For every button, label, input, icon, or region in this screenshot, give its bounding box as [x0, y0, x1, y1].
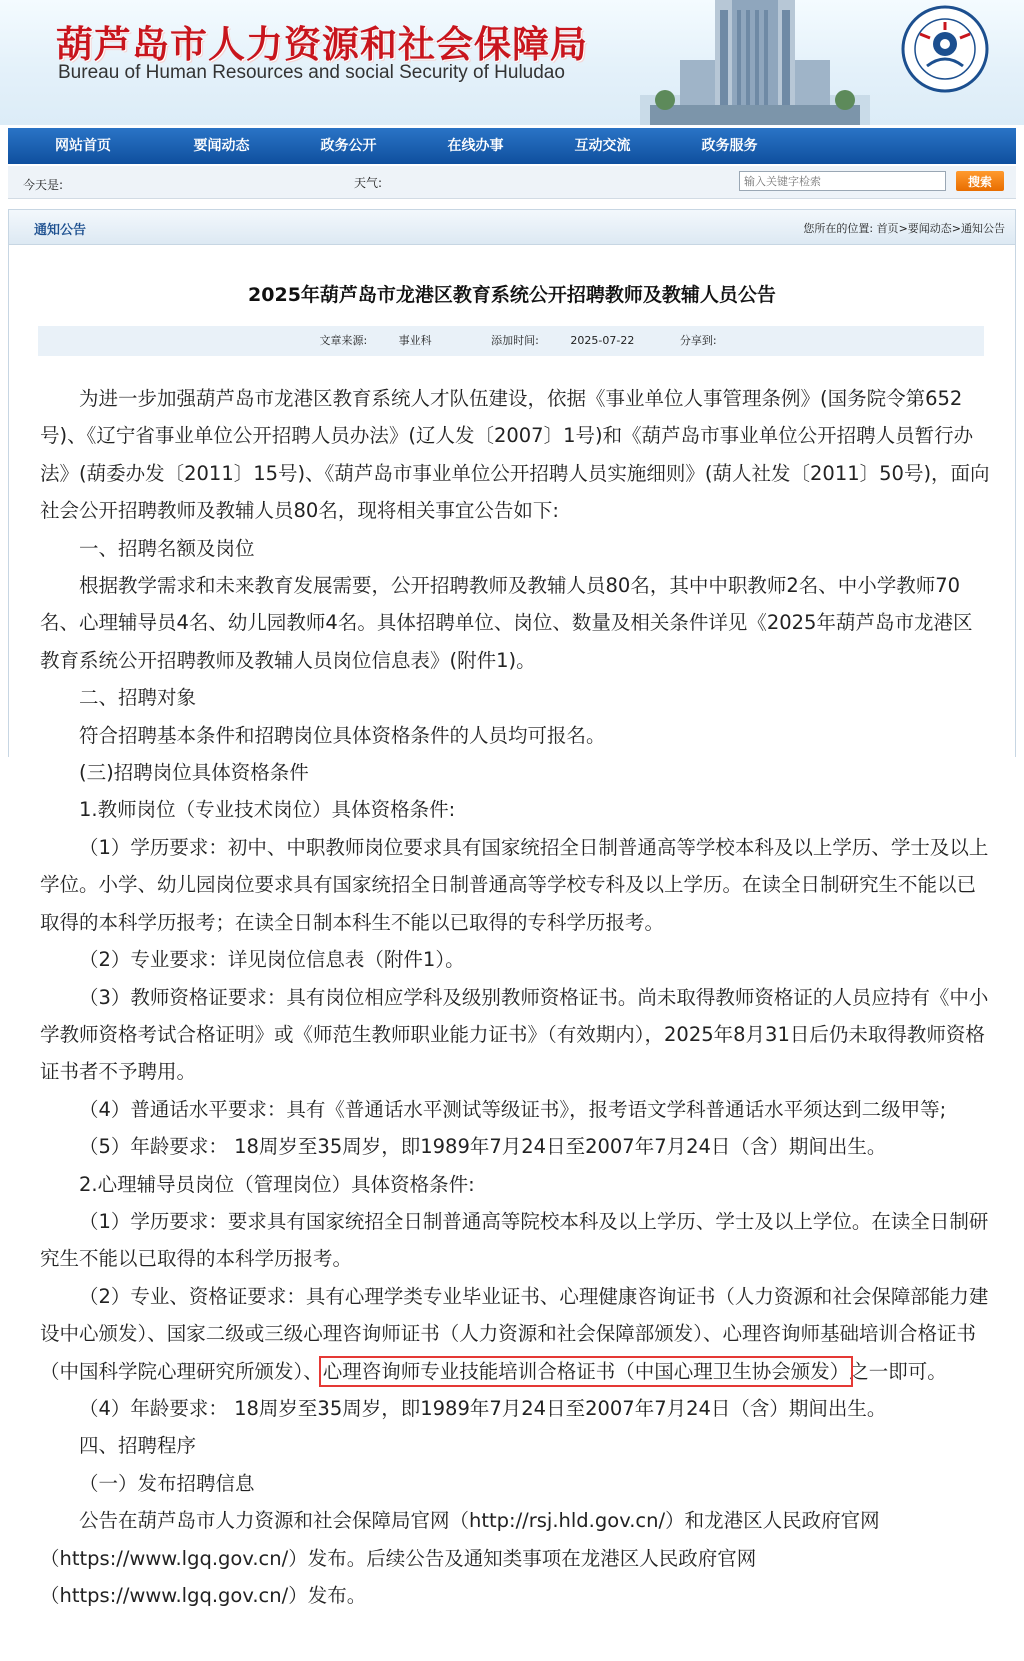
site-subtitle: Bureau of Human Resources and social Security of Huludao — [58, 62, 565, 83]
breadcrumb-sep: > — [898, 222, 908, 235]
date-meta — [477, 334, 648, 347]
paragraph: （4）普通话水平要求：具有《普通话水平测试等级证书》，报考语文学科普通话水平须达到二级甲等; — [79, 1097, 947, 1121]
subsection-heading: （一）发布招聘信息 — [79, 1471, 255, 1495]
breadcrumb-home[interactable]: 首页 — [876, 222, 899, 235]
certificates-tail: 之一即可。 — [849, 1359, 947, 1383]
toolbar — [8, 166, 1016, 199]
subsection-heading: 2.心理辅导员岗位（管理岗位）具体资格条件: — [79, 1172, 475, 1196]
site-title: 葫芦岛市人力资源和社会保障局 — [56, 23, 588, 66]
nav-item-gov-services[interactable]: 政务服务 — [701, 138, 758, 154]
paragraph-publish: 公告在葫芦岛市人力资源和社会保障局官网（http://rsj.hld.gov.cn/）和龙港区人民政府官网（https://www.lgq.gov.cn/）发布。后续公告及通知类事项在龙港区人民政府官网（https://www.lgq.gov.cn/）发布。 — [40, 1509, 880, 1607]
section-header — [9, 210, 1015, 245]
weather-label: 天气: — [354, 176, 383, 190]
article-body — [40, 380, 990, 1614]
breadcrumb-label: 您所在的位置: — [803, 222, 874, 235]
article-meta — [38, 326, 984, 356]
breadcrumb-news[interactable]: 要闻动态 — [907, 222, 952, 235]
source-meta — [305, 334, 445, 347]
nav-item-online-services[interactable]: 在线办事 — [447, 138, 504, 154]
date-label: 添加时间: — [491, 334, 539, 347]
breadcrumb — [803, 220, 1005, 236]
today-label: 今天是: — [23, 178, 64, 192]
paragraph: 符合招聘基本条件和招聘岗位具体资格条件的人员均可报名。 — [79, 723, 606, 747]
main-nav — [8, 128, 1016, 164]
paragraph: （3）教师资格证要求：具有岗位相应学科及级别教师资格证书。尚未取得教师资格证的人员应持有《中小学教师资格考试合格证明》或《师范生教师职业能力证书》（有效期内），2025年8月31日后仍未取得教师资格证书者不予聘用。 — [40, 985, 989, 1084]
paragraph-certificates — [40, 1278, 990, 1390]
header-banner — [0, 0, 1024, 125]
subsection-heading: 1.教师岗位（专业技术岗位）具体资格条件: — [79, 798, 456, 822]
paragraph: （5）年龄要求： 18周岁至35周岁，即1989年7月24日至2007年7月24日（含）期间出生。 — [79, 1135, 887, 1159]
nav-item-gov-affairs[interactable]: 政务公开 — [320, 138, 377, 154]
search-input[interactable] — [739, 171, 946, 191]
breadcrumb-sep: > — [951, 222, 961, 235]
search-button[interactable]: 搜索 — [956, 171, 1004, 191]
section-title: 通知公告 — [34, 223, 87, 238]
certificates-text: （2）专业、资格证要求：具有心理学类专业毕业证书、心理健康咨询证书（人力资源和社会保障部能力建设中心颁发）、国家二级或三级心理咨询师证书（人力资源和社会保障部颁发）、心理咨询师基础培训合格证书（中国科学院心理研究所颁发）、 — [40, 1284, 989, 1383]
building-image — [640, 0, 870, 125]
source-value: 事业科 — [398, 334, 432, 347]
share-label[interactable]: 分享到: — [679, 334, 717, 347]
paragraph: （2）专业要求：详见岗位信息表（附件1）。 — [79, 948, 465, 972]
breadcrumb-notices[interactable]: 通知公告 — [961, 222, 1005, 235]
section-heading: 二、招聘对象 — [79, 686, 197, 710]
section-heading: 一、招聘名额及岗位 — [79, 536, 255, 560]
paragraph: 根据教学需求和未来教育发展需要，公开招聘教师及教辅人员80名，其中中职教师2名、中小学教师70名、心理辅导员4名、幼儿园教师4名。具体招聘单位、岗位、数量及相关条件详见《2025年葫芦岛市龙港区教育系统公开招聘教师及教辅人员岗位信息表》(附件1)。 — [40, 574, 973, 672]
bureau-emblem-icon — [900, 4, 990, 94]
article-title: 2025年葫芦岛市龙港区教育系统公开招聘教师及教辅人员公告 — [248, 284, 776, 306]
paragraph: （4）年龄要求： 18周岁至35周岁，即1989年7月24日至2007年7月24日（含）期间出生。 — [79, 1396, 887, 1420]
highlighted-certificate: 心理咨询师专业技能培训合格证书（中国心理卫生协会颁发） — [322, 1359, 850, 1383]
section-heading: (三)招聘岗位具体资格条件 — [79, 761, 309, 785]
nav-item-home[interactable]: 网站首页 — [55, 138, 111, 154]
date-value: 2025-07-22 — [570, 334, 635, 347]
paragraph-intro: 为进一步加强葫芦岛市龙港区教育系统人才队伍建设，依据《事业单位人事管理条例》(国务院令第652号)、《辽宁省事业单位公开招聘人员办法》(辽人发〔2007〕1号)和《葫芦岛市事业单位公开招聘人员暂行办法》(葫委办发〔2011〕15号)、《葫芦岛市事业单位公开招聘人员实施细则》(葫人社发〔2011〕50号)，面向社会公开招聘教师及教辅人员80名，现将相关事宜公告如下: — [40, 387, 990, 523]
nav-item-news[interactable]: 要闻动态 — [193, 138, 250, 154]
section-heading: 四、招聘程序 — [79, 1434, 197, 1458]
paragraph: （1）学历要求：要求具有国家统招全日制普通高等院校本科及以上学历、学士及以上学位。在读全日制研究生不能以已取得的本科学历报考。 — [40, 1209, 989, 1271]
paragraph: （1）学历要求：初中、中职教师岗位要求具有国家统招全日制普通高等学校本科及以上学历、学士及以上学位。小学、幼儿园岗位要求具有国家统招全日制普通高等学校专科及以上学历。在读全日制研究生不能以已取得的本科学历报考；在读全日制本科生不能以已取得的专科学历报考。 — [40, 835, 989, 934]
source-label: 文章来源: — [319, 334, 368, 347]
nav-item-interaction[interactable]: 互动交流 — [574, 138, 631, 154]
